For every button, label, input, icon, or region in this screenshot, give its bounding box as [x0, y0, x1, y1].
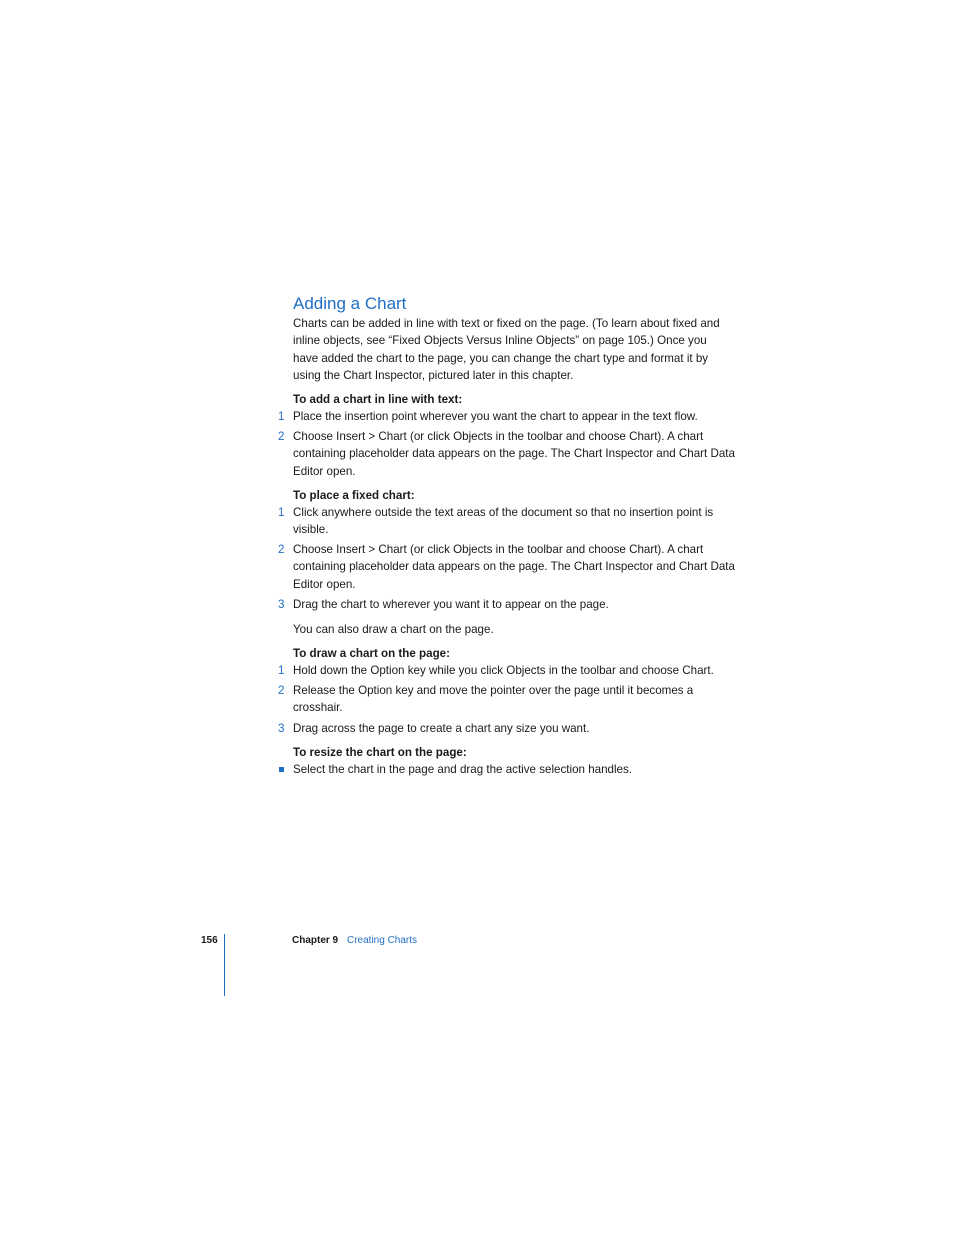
- step-number: 1: [278, 410, 285, 423]
- step-number: 2: [278, 684, 285, 697]
- step-text: Drag across the page to create a chart any size you want.: [293, 722, 590, 735]
- task-heading-draw: To draw a chart on the page:: [293, 647, 450, 660]
- step-text: Choose Insert > Chart (or click Objects in the toolbar and choose Chart). A chart containing placeholder data appears on the page. The Chart Inspector and Chart Data Editor open.: [293, 430, 735, 478]
- square-bullet-icon: [279, 767, 284, 772]
- footer-divider: [224, 934, 225, 996]
- bullet-item: [279, 761, 739, 778]
- bullet-text: Select the chart in the page and drag the active selection handles.: [293, 763, 633, 776]
- step-item: [276, 682, 736, 717]
- intro-paragraph: Charts can be added in line with text or fixed on the page. (To learn about fixed and inline objects, see “Fixed Objects Versus Inline Objects” on page 105.) Once you have added the chart to the page, you can change the chart type and format it by using the Chart Inspector, pictured later in this chapter.: [293, 317, 720, 382]
- step-item: [276, 428, 736, 480]
- step-item: [276, 720, 736, 737]
- step-item: [276, 596, 736, 613]
- note-paragraph: You can also draw a chart on the page.: [293, 623, 494, 636]
- step-number: 1: [278, 506, 285, 519]
- footer-chapter-label: Chapter 9: [292, 935, 339, 946]
- step-item: [276, 408, 736, 425]
- step-number: 2: [278, 430, 285, 443]
- section-title: Adding a Chart: [293, 294, 407, 313]
- step-number: 3: [278, 722, 285, 735]
- task-heading-inline: To add a chart in line with text:: [293, 393, 463, 406]
- task-heading-resize: To resize the chart on the page:: [293, 746, 467, 759]
- task-heading-fixed: To place a fixed chart:: [293, 489, 415, 502]
- step-number: 3: [278, 598, 285, 611]
- step-number: 1: [278, 664, 285, 677]
- footer-chapter-title: Creating Charts: [347, 935, 418, 946]
- step-text: Hold down the Option key while you click Objects in the toolbar and choose Chart.: [293, 664, 714, 677]
- step-text: Click anywhere outside the text areas of the document so that no insertion point is visible.: [293, 506, 714, 537]
- step-text: Choose Insert > Chart (or click Objects in the toolbar and choose Chart). A chart containing placeholder data appears on the page. The Chart Inspector and Chart Data Editor open.: [293, 543, 735, 591]
- step-text: Drag the chart to wherever you want it to appear on the page.: [293, 598, 609, 611]
- step-item: [276, 662, 736, 679]
- step-number: 2: [278, 543, 285, 556]
- step-item: [276, 541, 736, 593]
- step-text: Place the insertion point wherever you want the chart to appear in the text flow.: [293, 410, 698, 423]
- step-text: Release the Option key and move the pointer over the page until it becomes a crosshair.: [293, 684, 694, 715]
- step-item: [276, 504, 736, 539]
- page-number: 156: [201, 935, 218, 946]
